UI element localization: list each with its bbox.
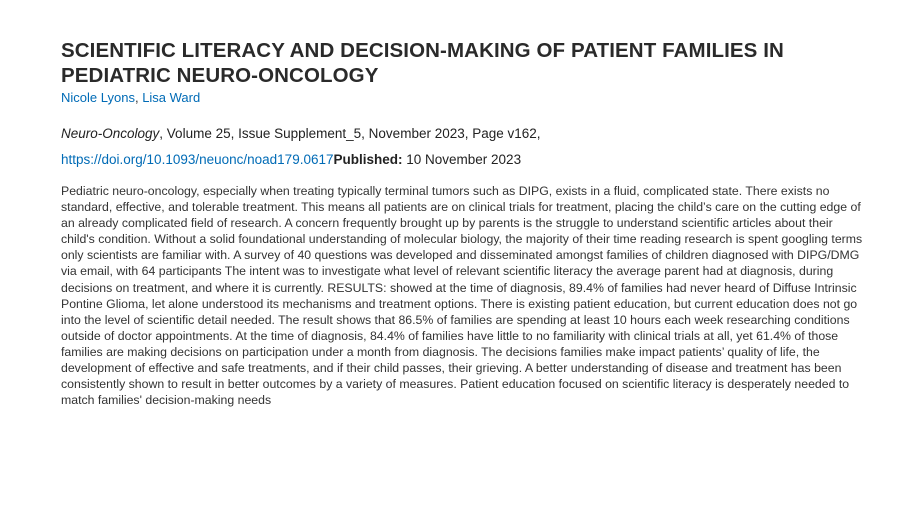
citation-details: , Volume 25, Issue Supplement_5, November 2023, Page v162, [159, 126, 541, 141]
author-separator: , [134, 90, 143, 105]
journal-name: Neuro-Oncology [61, 126, 160, 141]
article-title: SCIENTIFIC LITERACY AND DECISION-MAKING OF PATIENT FAMILIES IN PEDIATRIC NEURO-ONCOLOGY [61, 39, 784, 87]
citation-line [61, 125, 863, 143]
published-date: 10 November 2023 [402, 152, 522, 167]
doi-published-line [61, 151, 863, 169]
published-label: Published: [333, 152, 403, 167]
abstract-text: Pediatric neuro-oncology, especially when treating typically terminal tumors such as DIPG, exists in a fluid, complicated state. There exists no standard, effective, and tolerable treatment. This means all patients are on clinical trials for treatment, placing the child’s care on the cutting edge of an already complicated field of research. A concern frequently brought up by parents is the struggle to understand scientific articles about their child's condition. Without a solid foundational understanding of molecular biology, the majority of their time reading research is spent googling terms only scientists are familiar with. A survey of 40 questions was developed and disseminated amongst families of children diagnosed with DIPG/DMG via email, with 64 participants The intent was to investigate what level of relevant scientific literacy the average parent had at diagnosis, during decisions on treatment, and where it is currently. RESULTS: showed at the time of diagnosis, 89.4% of families had never heard of Diffuse Intrinsic Pontine Glioma, let alone understood its mechanisms and treatment options. There is existing patient education, but current education does not go into the level of scientific detail needed. The result shows that 86.5% of families are spending at least 10 hours each week researching conditions outside of doctor appointments. At the time of diagnosis, 84.4% of families have little to no familiarity with clinical trials at all, yet 61.4% of those families are making decisions on participation under a month from diagnosis. The decisions families make impact patients’ quality of life, the development of effective and safe treatments, and if their child passes, their grieving. A better understanding of disease and treatment has been consistently shown to result in better outcomes by a variety of measures. Patient education focused on scientific literacy is desperately needed to match families' decision-making needs [61, 184, 863, 408]
author-link-1[interactable]: Nicole Lyons [61, 90, 135, 105]
author-link-2[interactable]: Lisa Ward [142, 90, 201, 105]
author-list [61, 89, 863, 106]
doi-link[interactable]: https://doi.org/10.1093/neuonc/noad179.0617 [61, 152, 334, 167]
